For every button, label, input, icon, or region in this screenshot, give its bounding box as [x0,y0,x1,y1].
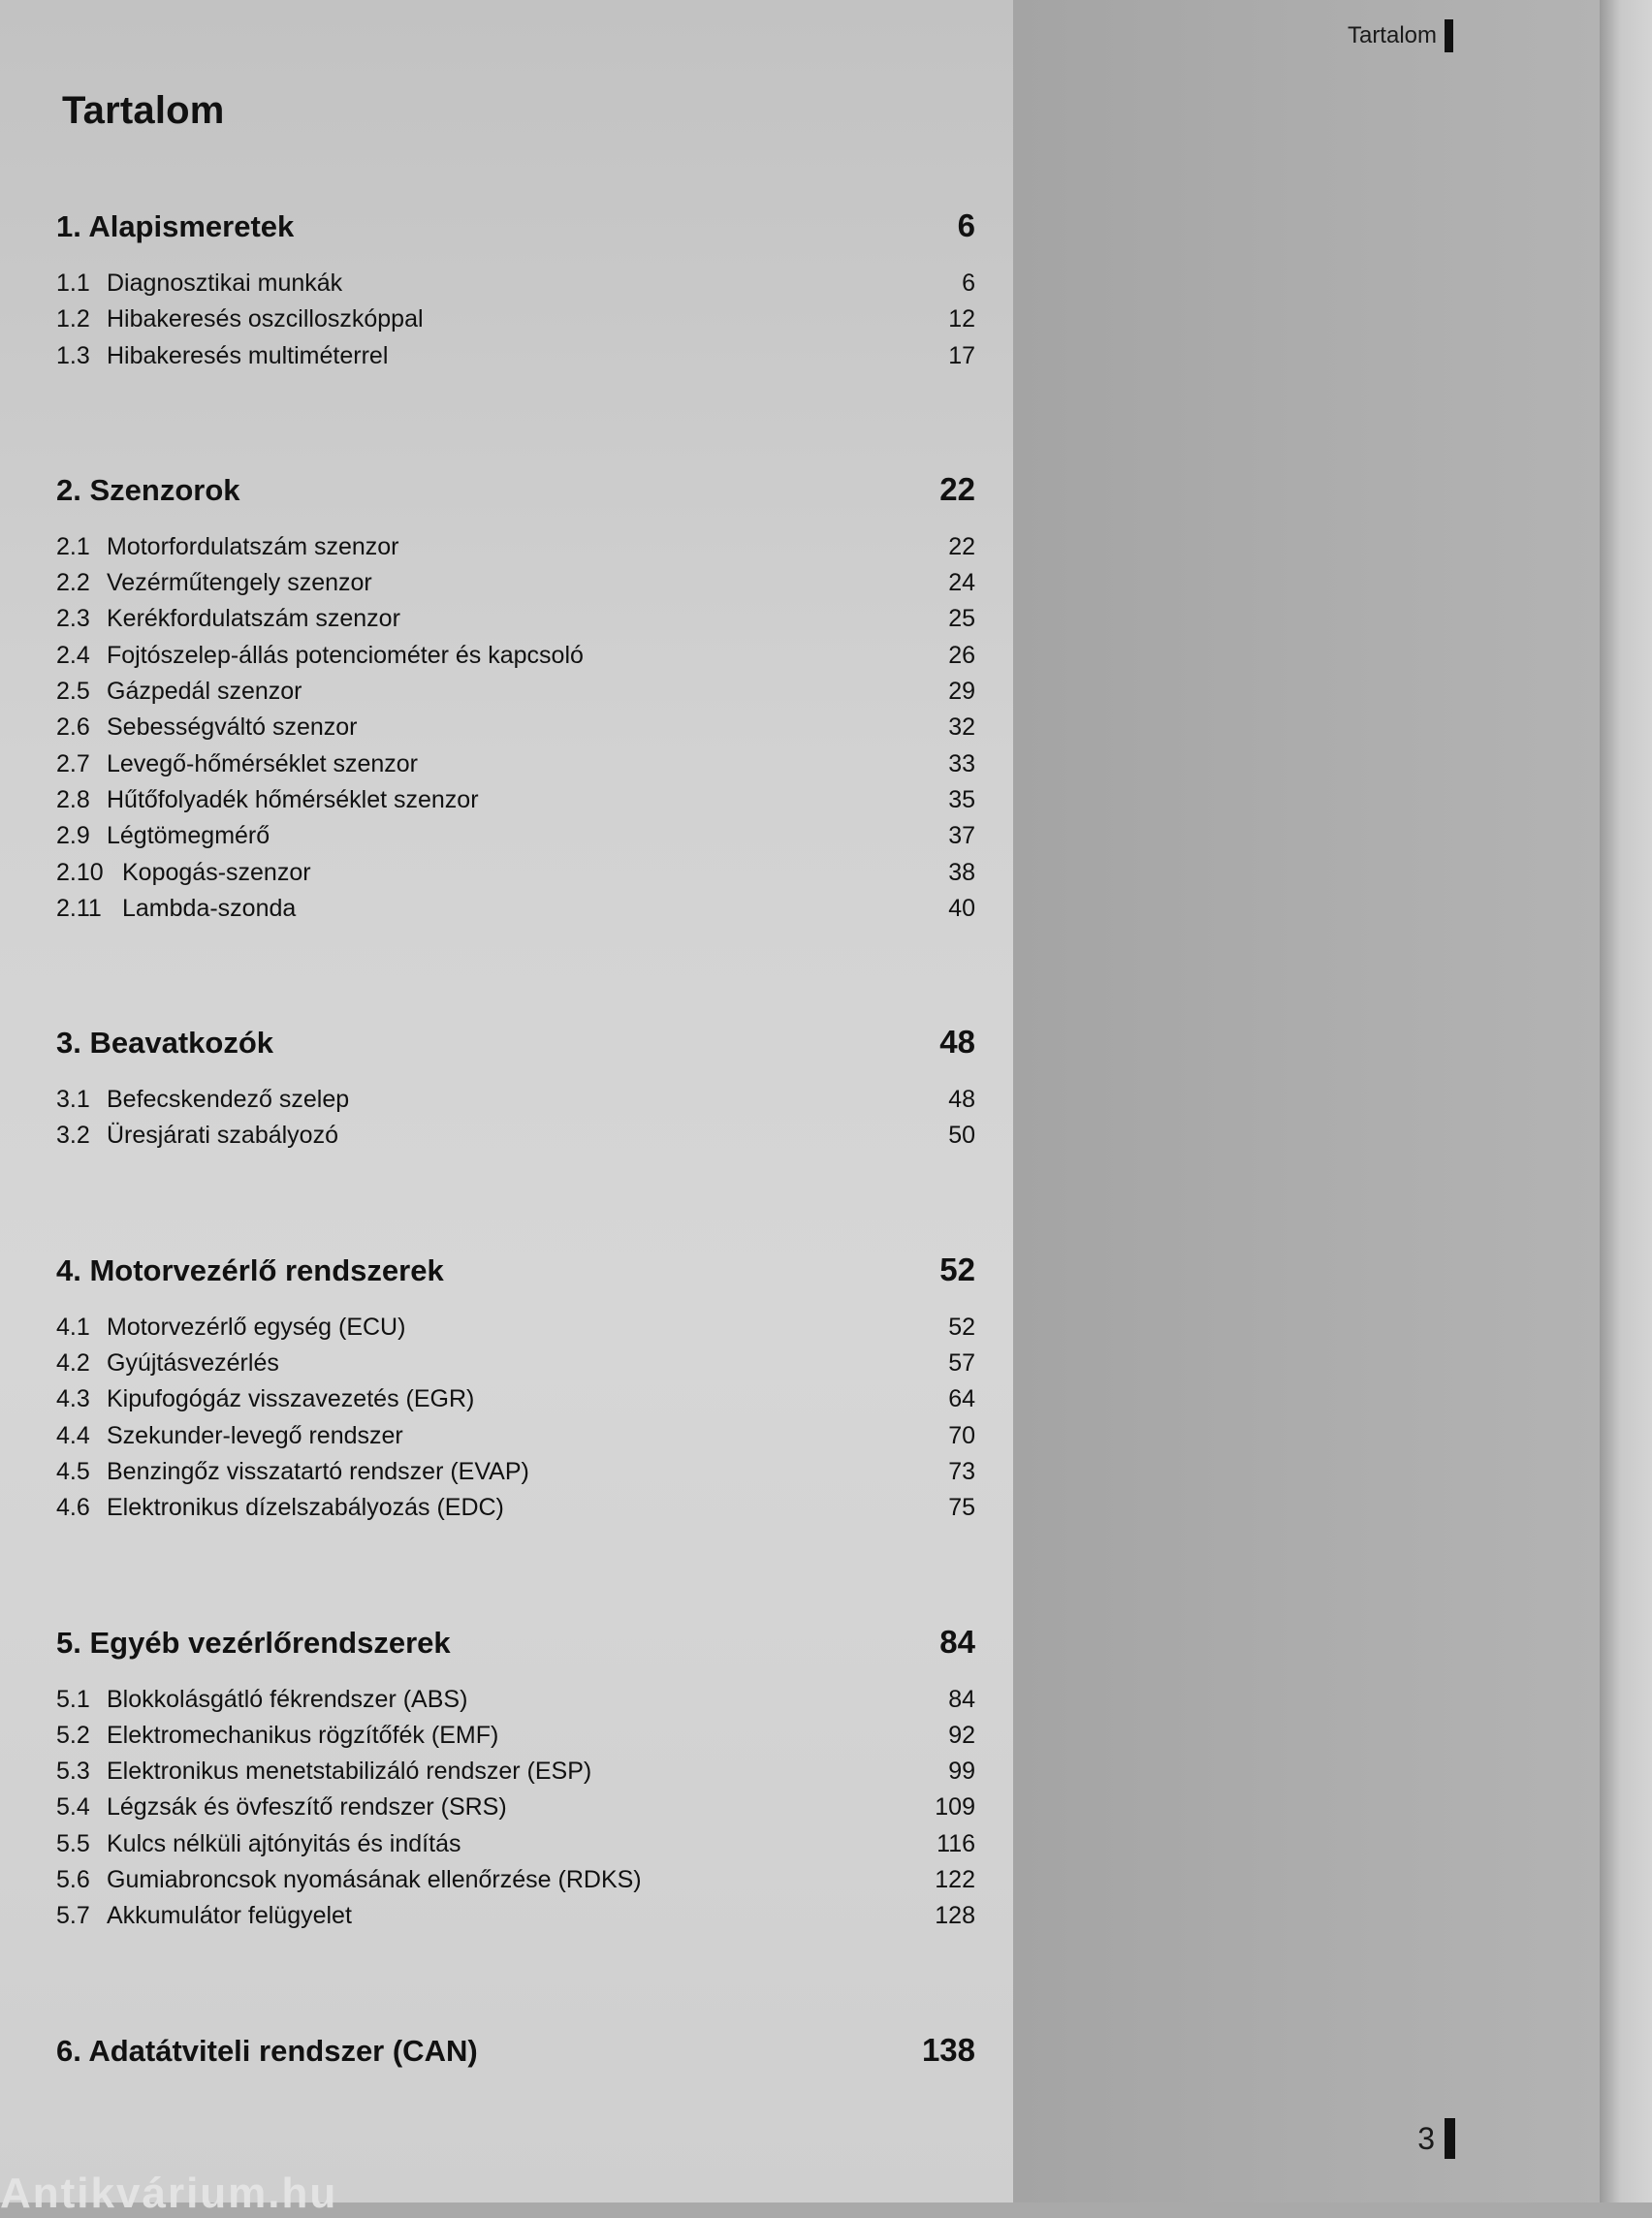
chapter-heading[interactable] [56,204,975,248]
section-title: Gyújtásvezérlés [107,1349,279,1378]
running-head-label: Tartalom [1347,22,1437,48]
section-page: 64 [948,1385,975,1413]
chapter-title: 1. Alapismeretek [56,209,295,243]
toc-entry[interactable] [56,674,975,710]
section-title: Légzsák és övfeszítő rendszer (SRS) [107,1793,507,1822]
section-page: 17 [948,341,975,369]
section-title: Szekunder-levegő rendszer [107,1421,403,1449]
section-number: 5.5 [56,1829,90,1857]
section-title: Motorvezérlő egység (ECU) [107,1313,406,1341]
toc-entry[interactable] [56,855,975,891]
section-page: 40 [948,894,975,922]
section-page: 38 [948,858,975,886]
section-number: 1.2 [56,305,90,333]
toc-entry[interactable] [56,710,975,745]
section-page: 50 [948,1122,975,1150]
toc-entry-label [56,1381,474,1417]
section-number: 2.8 [56,785,90,813]
section-number: 1.3 [56,341,90,369]
chapter-heading[interactable] [56,1620,975,1664]
chapter-heading[interactable] [56,2028,975,2073]
section-number: 4.1 [56,1313,90,1341]
toc-entry[interactable] [56,601,975,637]
toc-entry-label [56,1454,529,1490]
toc-entry-label [56,1310,405,1346]
section-number: 4.6 [56,1494,90,1522]
section-number: 4.2 [56,1349,90,1378]
section-title: Blokkolásgátló fékrendszer (ABS) [107,1685,468,1713]
toc-entry-label [56,782,479,818]
toc-entry-label [56,1118,338,1154]
section-number: 4.5 [56,1457,90,1485]
section-list [56,1082,975,1155]
toc-entry-label [56,266,342,301]
section-title: Lambda-szonda [122,894,297,922]
toc-entry[interactable] [56,338,975,374]
toc-entry-label [56,710,357,745]
section-list [56,1310,975,1527]
section-page: 84 [948,1685,975,1713]
chapter-block [56,1620,975,1935]
section-page: 52 [948,1313,975,1341]
book-edge [1600,0,1652,2202]
toc-entry[interactable] [56,1418,975,1454]
section-title: Elektronikus menetstabilizáló rendszer (ESP) [107,1758,592,1786]
toc-entry[interactable] [56,1346,975,1381]
section-title: Hűtőfolyadék hőmérséklet szenzor [107,785,479,813]
toc-entry[interactable] [56,782,975,818]
section-title: Benzingőz visszatartó rendszer (EVAP) [107,1457,529,1485]
section-page: 29 [948,678,975,706]
section-title: Kopogás-szenzor [122,858,311,886]
toc-entry[interactable] [56,746,975,782]
toc-entry-label [56,1790,507,1825]
section-title: Motorfordulatszám szenzor [107,532,399,560]
section-number: 2.9 [56,822,90,850]
chapter-title: 4. Motorvezérlő rendszerek [56,1252,444,1287]
chapter-heading[interactable] [56,1248,975,1292]
toc-entry-label [56,674,302,710]
toc-entry[interactable] [56,818,975,854]
toc-entry[interactable] [56,1682,975,1718]
chapter-title: 3. Beavatkozók [56,1026,273,1061]
toc-entry[interactable] [56,1490,975,1526]
section-page: 57 [948,1349,975,1378]
toc-entry-label [56,338,388,374]
section-title: Gumiabroncsok nyomásának ellenőrzése (RDKS) [107,1866,642,1894]
section-page: 92 [948,1721,975,1749]
toc-entry[interactable] [56,1790,975,1825]
toc-entry-label [56,818,270,854]
toc-entry-label [56,1490,504,1526]
toc-entry[interactable] [56,1454,975,1490]
section-list [56,529,975,927]
section-number: 5.1 [56,1685,90,1713]
section-list [56,1682,975,1935]
section-page: 35 [948,785,975,813]
running-head-bar [1445,19,1453,52]
section-title: Üresjárati szabályozó [107,1122,338,1150]
section-page: 73 [948,1457,975,1485]
toc-entry[interactable] [56,1082,975,1118]
section-page: 26 [948,641,975,669]
section-number: 5.6 [56,1866,90,1894]
section-number: 2.6 [56,713,90,742]
section-title: Fojtószelep-állás potenciométer és kapcsoló [107,641,584,669]
toc-entry[interactable] [56,1826,975,1862]
section-page: 24 [948,569,975,597]
chapter-block [56,2028,975,2073]
toc-entry[interactable] [56,266,975,301]
section-number: 2.5 [56,678,90,706]
toc-entry[interactable] [56,1754,975,1790]
chapter-page: 22 [939,470,975,507]
page-margin [1013,0,1600,2202]
page-number [1417,2118,1455,2159]
section-number: 1.1 [56,269,90,297]
section-page: 32 [948,713,975,742]
section-number: 2.11 [56,894,102,922]
section-title: Diagnosztikai munkák [107,269,343,297]
running-head [1348,19,1453,52]
chapter-page: 48 [939,1024,975,1061]
toc-entry-label [56,746,418,782]
toc-entry[interactable] [56,891,975,927]
chapter-title: 6. Adatátviteli rendszer (CAN) [56,2033,478,2068]
section-title: Elektronikus dízelszabályozás (EDC) [107,1494,504,1522]
page-title: Tartalom [62,89,225,132]
section-page: 116 [937,1829,975,1857]
section-number: 5.2 [56,1721,90,1749]
chapter-block [56,1248,975,1527]
section-page: 33 [948,749,975,777]
section-number: 5.7 [56,1902,90,1930]
section-title: Légtömegmérő [107,822,270,850]
section-title: Kipufogógáz visszavezetés (EGR) [107,1385,475,1413]
toc-entry-label [56,1718,498,1754]
section-page: 75 [948,1494,975,1522]
section-page: 37 [948,822,975,850]
toc-entry-label [56,601,400,637]
toc-entry-label [56,1754,591,1790]
toc-entry[interactable] [56,1381,975,1417]
section-page: 22 [948,532,975,560]
section-number: 2.4 [56,641,90,669]
toc-entry-label [56,891,296,927]
section-page: 122 [935,1866,975,1894]
section-number: 2.10 [56,858,104,886]
table-of-contents [56,204,975,2073]
toc-entry-label [56,1682,467,1718]
section-title: Kulcs nélküli ajtónyitás és indítás [107,1829,461,1857]
section-title: Hibakeresés multiméterrel [107,341,389,369]
chapter-page: 6 [957,207,975,243]
section-page: 99 [948,1758,975,1786]
section-number: 3.1 [56,1086,90,1114]
section-list [56,266,975,374]
chapter-page: 52 [939,1251,975,1287]
section-page: 70 [948,1421,975,1449]
toc-entry[interactable] [56,1118,975,1154]
chapter-page: 138 [921,2031,975,2068]
toc-entry-label [56,638,584,674]
toc-entry[interactable] [56,1862,975,1898]
section-title: Vezérműtengely szenzor [107,569,372,597]
section-title: Akkumulátor felügyelet [107,1902,352,1930]
section-title: Hibakeresés oszcilloszkóppal [107,305,424,333]
section-number: 5.4 [56,1793,90,1822]
toc-entry[interactable] [56,1898,975,1934]
section-number: 5.3 [56,1758,90,1786]
section-number: 2.2 [56,569,90,597]
section-page: 25 [948,605,975,633]
section-page: 48 [948,1086,975,1114]
section-title: Elektromechanikus rögzítőfék (EMF) [107,1721,499,1749]
toc-entry-label [56,1826,461,1862]
toc-entry[interactable] [56,1310,975,1346]
chapter-block [56,467,975,927]
toc-entry[interactable] [56,565,975,601]
section-page: 109 [935,1793,975,1822]
section-number: 4.4 [56,1421,90,1449]
section-number: 4.3 [56,1385,90,1413]
page-number-bar [1445,2118,1455,2159]
chapter-block [56,1020,975,1155]
chapter-heading[interactable] [56,1020,975,1064]
toc-entry-label [56,301,424,337]
section-title: Gázpedál szenzor [107,678,302,706]
chapter-page: 84 [939,1623,975,1660]
chapter-title: 2. Szenzorok [56,472,240,507]
section-page: 12 [948,305,975,333]
toc-entry-label [56,1898,352,1934]
chapter-block [56,204,975,374]
toc-entry-label [56,855,311,891]
toc-entry[interactable] [56,638,975,674]
toc-entry-label [56,1418,403,1454]
section-title: Sebességváltó szenzor [107,713,358,742]
toc-entry[interactable] [56,529,975,565]
section-page: 6 [962,269,975,297]
section-number: 2.7 [56,749,90,777]
toc-entry-label [56,1082,349,1118]
toc-entry-label [56,1862,642,1898]
toc-entry[interactable] [56,1718,975,1754]
section-number: 3.2 [56,1122,90,1150]
section-number: 2.3 [56,605,90,633]
chapter-heading[interactable] [56,467,975,512]
watermark: Antikvárium.hu [0,2170,338,2217]
section-number: 2.1 [56,532,90,560]
section-page: 128 [935,1902,975,1930]
page-number-label: 3 [1417,2120,1435,2156]
toc-entry-label [56,1346,279,1381]
toc-entry-label [56,529,399,565]
toc-entry-label [56,565,372,601]
chapter-title: 5. Egyéb vezérlőrendszerek [56,1625,451,1660]
section-title: Befecskendező szelep [107,1086,350,1114]
section-title: Levegő-hőmérséklet szenzor [107,749,418,777]
section-title: Kerékfordulatszám szenzor [107,605,400,633]
toc-entry[interactable] [56,301,975,337]
